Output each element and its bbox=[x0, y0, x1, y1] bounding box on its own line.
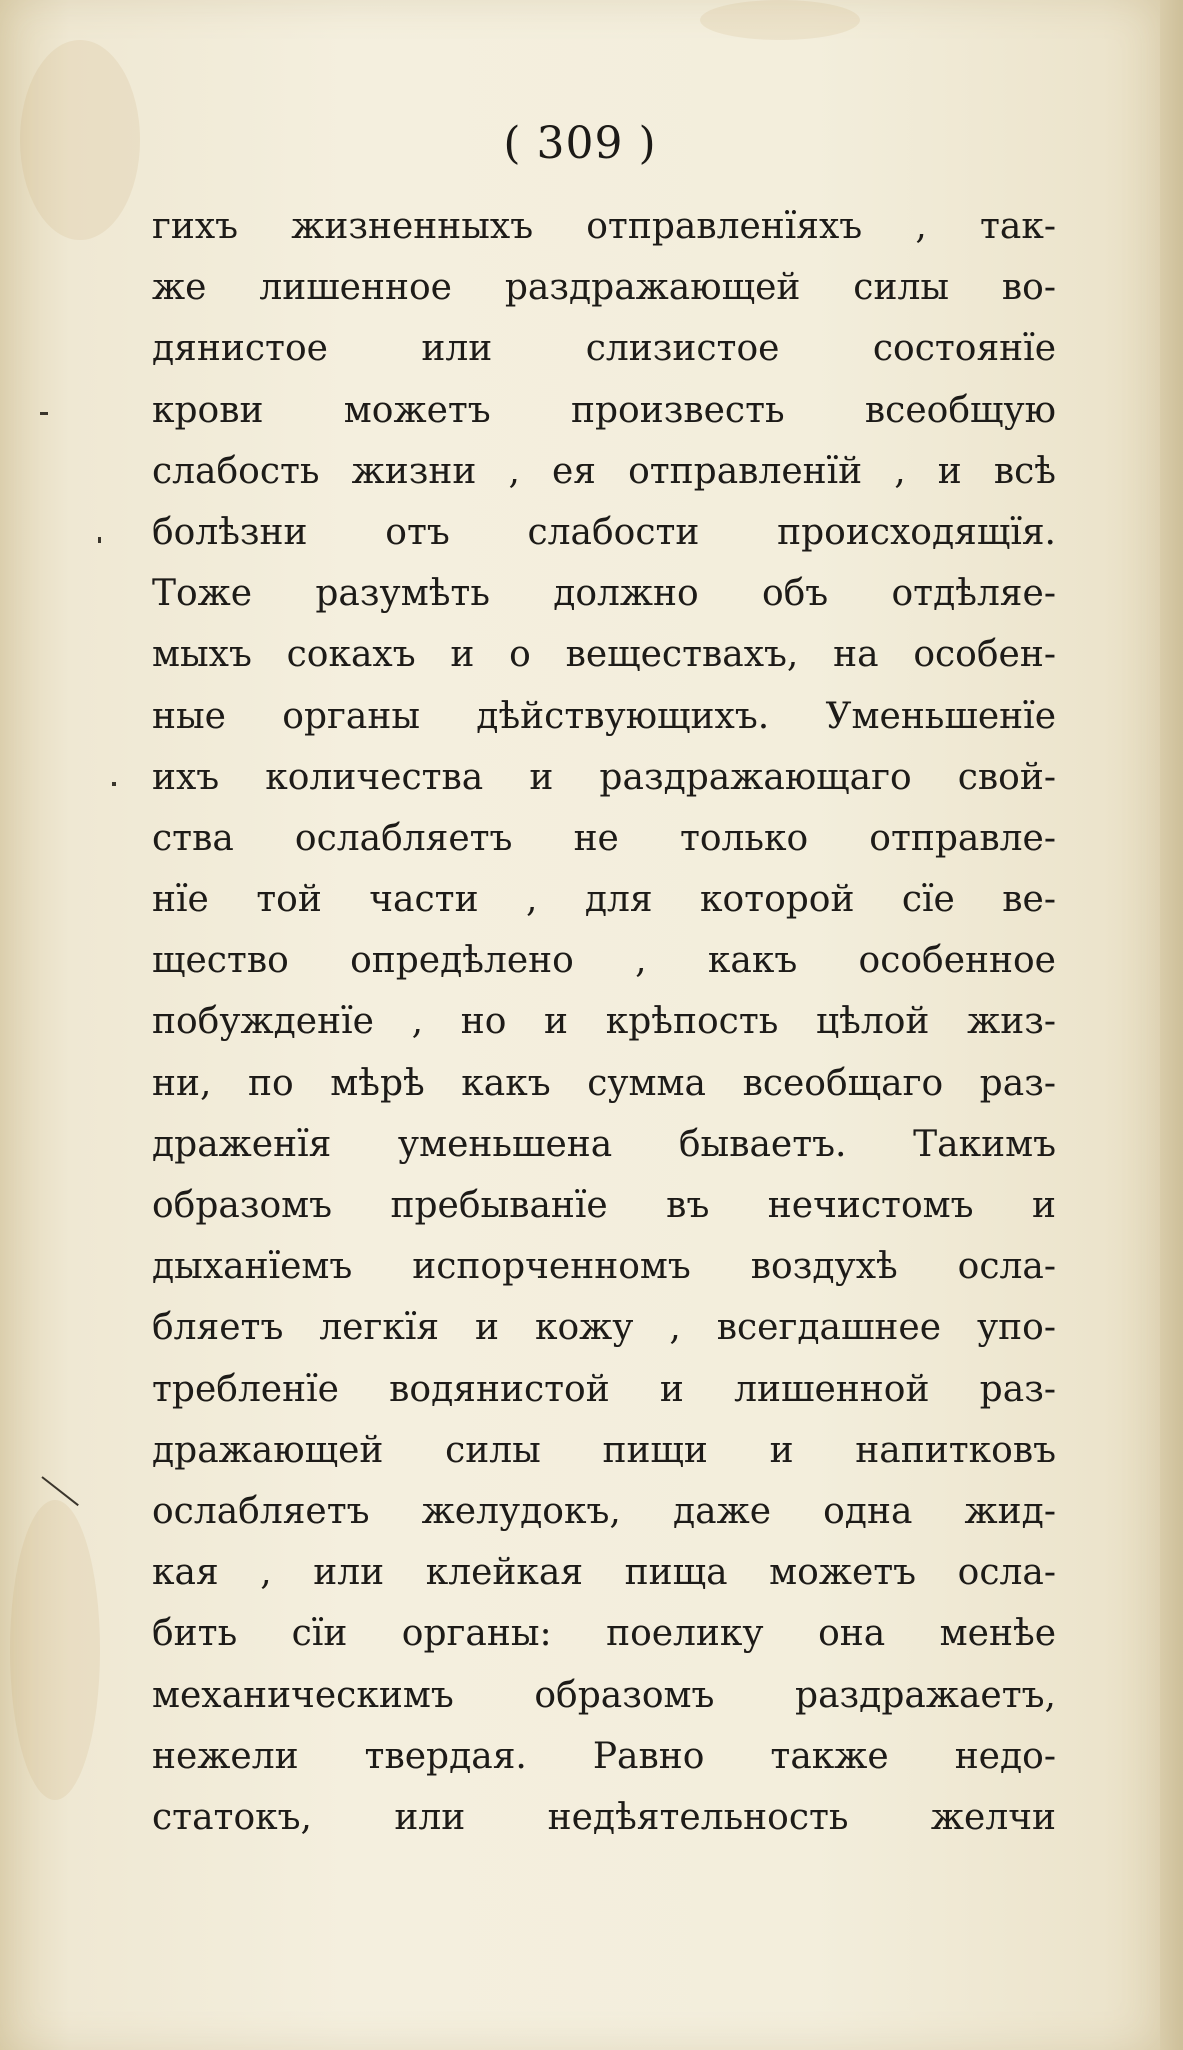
text-line: ные органы дѣйствующихъ. Уменьшенїе bbox=[152, 695, 1056, 737]
paper-stain bbox=[700, 0, 860, 40]
text-line: же лишенное раздражающей силы во- bbox=[152, 267, 1056, 309]
page-number: ( 309 ) bbox=[503, 118, 657, 169]
text-line: гихъ жизненныхъ отправленїяхъ , так- bbox=[152, 206, 1056, 247]
body-text bbox=[152, 196, 1056, 1848]
text-line: ства ослабляетъ не только отправле- bbox=[152, 817, 1056, 859]
text-line: ни, по мѣрѣ какъ сумма всеобщаго раз- bbox=[152, 1062, 1056, 1104]
text-line: статокъ, или недѣятельность желчи bbox=[152, 1796, 1056, 1838]
text-line: дянистое или слизистое состоянїе bbox=[152, 328, 1056, 370]
page-edge bbox=[1160, 0, 1183, 2050]
text-line: бляетъ легкїя и кожу , всегдашнее упо- bbox=[152, 1307, 1056, 1349]
text-line: крови можетъ произвесть всеобщую bbox=[152, 389, 1056, 431]
text-line: ослабляетъ желудокъ, даже одна жид- bbox=[152, 1490, 1056, 1532]
text-line: дыханїемъ испорченномъ воздухѣ осла- bbox=[152, 1246, 1056, 1288]
text-line: болѣзни отъ слабости происходящїя. bbox=[152, 511, 1056, 553]
text-line: дражающей силы пищи и напитковъ bbox=[152, 1429, 1056, 1471]
text-line: драженїя уменьшена бываетъ. Такимъ bbox=[152, 1123, 1056, 1165]
margin-dash-mark bbox=[40, 412, 48, 415]
text-line: слабость жизни , ея отправленїй , и всѣ bbox=[152, 450, 1056, 492]
paper-stain bbox=[10, 1500, 100, 1800]
text-line: Тоже разумѣть должно объ отдѣляе- bbox=[152, 573, 1056, 615]
text-line: нїе той части , для которой сїе ве- bbox=[152, 879, 1056, 921]
margin-dot-mark bbox=[98, 537, 101, 543]
text-line: ихъ количества и раздражающаго свой- bbox=[152, 756, 1056, 798]
text-line: нежели твердая. Равно также недо- bbox=[152, 1735, 1056, 1777]
text-line: требленїе водянистой и лишенной раз- bbox=[152, 1368, 1056, 1410]
text-line: кая , или клейкая пища можетъ осла- bbox=[152, 1552, 1056, 1594]
text-line: образомъ пребыванїе въ нечистомъ и bbox=[152, 1185, 1056, 1226]
text-line: механическимъ образомъ раздражаетъ, bbox=[152, 1674, 1056, 1716]
margin-dot-mark bbox=[112, 782, 116, 786]
text-line: побужденїе , но и крѣпость цѣлой жиз- bbox=[152, 1001, 1056, 1043]
text-line: щество опредѣлено , какъ особенное bbox=[152, 940, 1056, 982]
text-line: бить сїи органы: поелику она менѣе bbox=[152, 1613, 1056, 1655]
text-line: мыхъ сокахъ и о веществахъ, на особен- bbox=[152, 634, 1056, 676]
